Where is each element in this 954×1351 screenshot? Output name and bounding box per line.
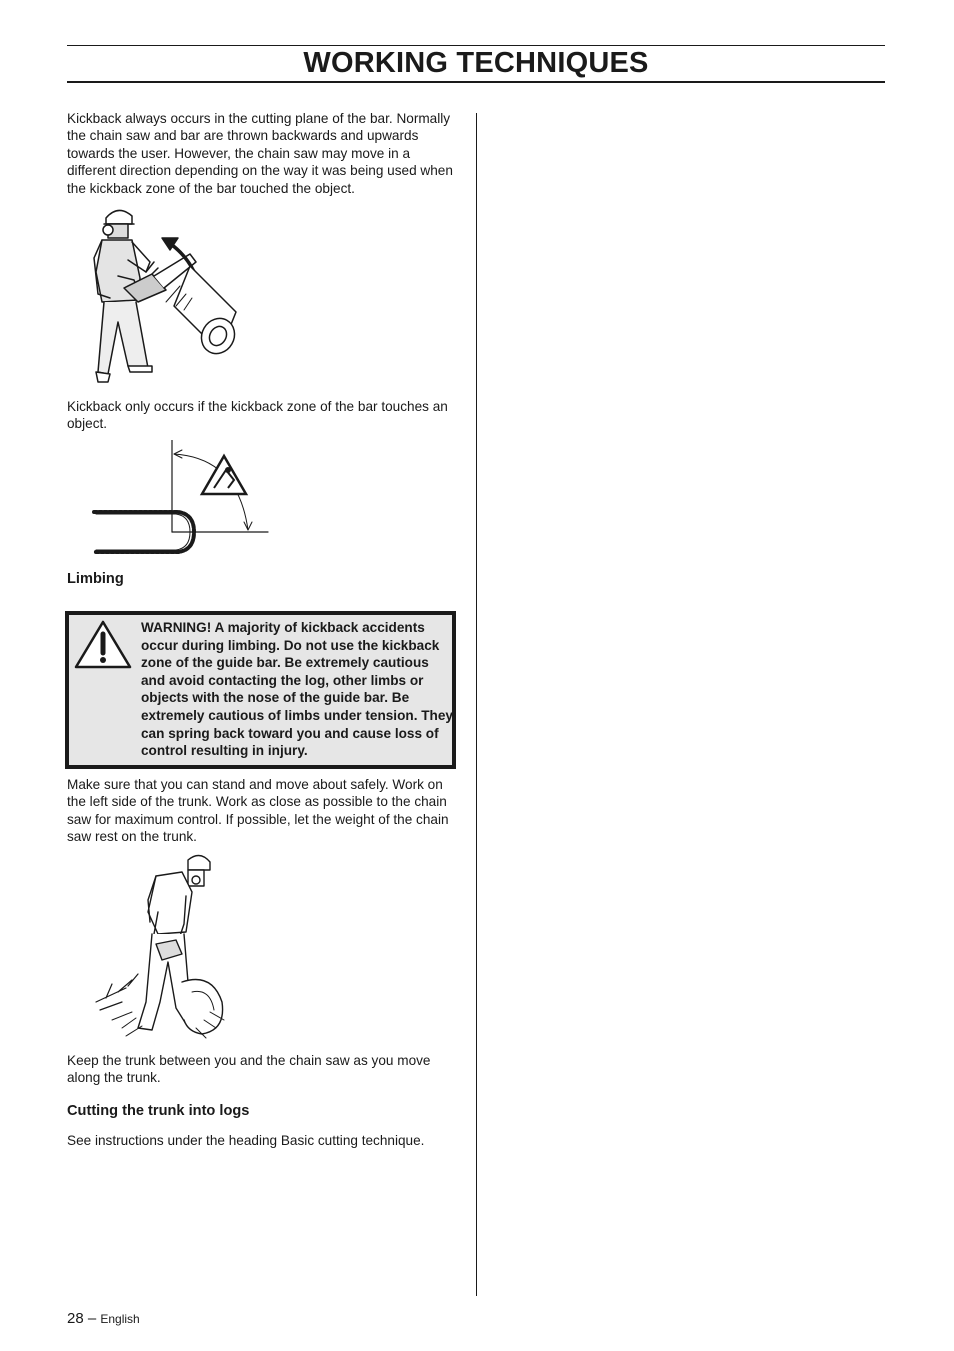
keep-trunk-paragraph: Keep the trunk between you and the chain saw as you move along the trunk. xyxy=(67,1053,431,1086)
kickback-intro-paragraph: Kickback always occurs in the cutting plane of the bar. Normally the chain saw and bar are thrown backwards and upwards towards the user. However, the chain saw may move in a different direction depending on the way it was being used when the kickback zone of the bar touched the object. xyxy=(67,111,453,196)
limbing-heading: Limbing xyxy=(67,571,124,587)
column-divider xyxy=(476,113,477,1296)
warning-triangle-icon xyxy=(73,619,133,671)
kickback-warning-sign-icon xyxy=(202,456,246,494)
kickback-zone-paragraph: Kickback only occurs if the kickback zone of the bar touches an object. xyxy=(67,399,448,432)
limbing-operator-illustration xyxy=(92,852,232,1042)
footer-separator: – xyxy=(87,1310,97,1327)
cutting-trunk-heading: Cutting the trunk into logs xyxy=(67,1103,250,1119)
warning-text: WARNING! A majority of kickback accidents occur during limbing. Do not use the kickback zone of the guide bar. Be extremely cautious and avoid contacting the log, other limbs or objects with the nose of the guide bar. Be extremely cautious of limbs under tension. They can spring back toward you and cause loss of control resulting in injury. xyxy=(141,620,453,759)
kickback-zone-diagram xyxy=(88,440,272,560)
kickback-operator-illustration xyxy=(88,202,248,386)
footer-language: English xyxy=(100,1312,140,1326)
page-footer xyxy=(67,1310,140,1327)
stand-safely-paragraph: Make sure that you can stand and move about safely. Work on the left side of the trunk. Work as close as possible to the chain saw for maximum control. If possible, let the weight of the chain saw rest on the trunk. xyxy=(67,777,449,845)
page-number: 28 xyxy=(67,1310,84,1327)
page-title: WORKING TECHNIQUES xyxy=(303,47,649,79)
header-rule-bottom xyxy=(67,81,885,83)
cutting-trunk-paragraph: See instructions under the heading Basic cutting technique. xyxy=(67,1133,425,1148)
limbing-warning-box xyxy=(65,611,456,769)
